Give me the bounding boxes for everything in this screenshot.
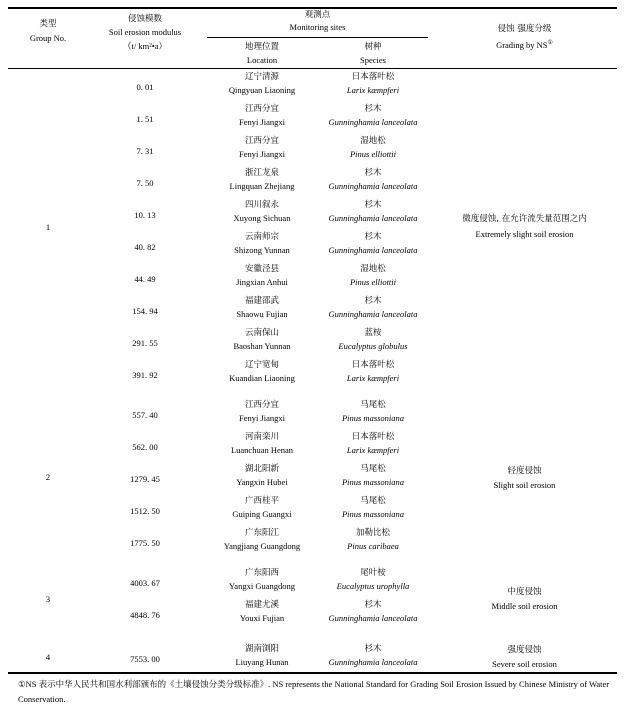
- species-cn: 日本落叶松: [351, 360, 395, 370]
- species-en: Eucalyptus urophylla: [336, 581, 410, 591]
- header-grading-cn: 侵蚀 强度分级: [497, 24, 552, 34]
- sites-sub-rule: [207, 37, 428, 38]
- species-en: Pinus massoniana: [341, 509, 405, 519]
- header-location-cn: 地理位置: [244, 42, 279, 52]
- species-en: Eucalyptus globulus: [338, 341, 408, 351]
- species-en: Pinus massoniana: [341, 477, 405, 487]
- grading-cn: 微度侵蚀, 在允许流失量范围之内: [462, 214, 587, 224]
- header-grading-en-text: Grading by NS: [496, 39, 548, 50]
- location-cn: 广东阳江: [244, 528, 279, 538]
- species-cn: 湿地松: [360, 264, 386, 274]
- species-cn: 蓝桉: [364, 328, 382, 338]
- location-en: Yangxin Hubei: [236, 477, 288, 487]
- species-cn: 杉木: [364, 232, 382, 242]
- species-en: Larix kæmpferi: [346, 445, 400, 455]
- species-cn: 马尾松: [360, 496, 386, 506]
- species-cn: 杉木: [364, 168, 382, 178]
- erosion-modulus-value: 44. 49: [134, 274, 156, 284]
- erosion-modulus-value: 1. 51: [136, 114, 154, 124]
- erosion-modulus-value: 557. 40: [132, 410, 158, 420]
- header-grading-note-mark: ①: [547, 40, 553, 46]
- erosion-modulus-value: 1512. 50: [130, 506, 160, 516]
- erosion-modulus-value: 154. 94: [132, 306, 158, 316]
- header-bottom-rule: [8, 68, 617, 69]
- location-cn: 四川叙永: [244, 200, 279, 210]
- location-cn: 广西桂平: [244, 496, 279, 506]
- location-en: Jingxian Anhui: [236, 277, 288, 287]
- location-cn: 江西分宜: [244, 400, 279, 410]
- location-cn: 湖北阳新: [244, 464, 279, 474]
- header-group-en: Group No.: [29, 33, 67, 43]
- erosion-modulus-value: 4848. 76: [130, 610, 160, 620]
- footnote: ①NS 表示中华人民共和国水利部颁布的《土壤侵蚀分类分级标准》. NS represents the National Standard for Grading Soil Erosion Issued by Chinese Ministry of Water Conservation.: [18, 679, 610, 704]
- header-sites-en: Monitoring sites: [289, 22, 346, 32]
- species-en: Gunninghamia lanceolata: [328, 657, 418, 667]
- location-cn: 江西分宜: [244, 136, 279, 146]
- header-species-cn: 树种: [364, 42, 382, 52]
- location-cn: 湖南浏阳: [244, 644, 279, 654]
- species-cn: 杉木: [364, 200, 382, 210]
- table-top-rule: [8, 7, 617, 9]
- location-en: Guiping Guangxi: [232, 509, 292, 519]
- species-cn: 马尾松: [360, 400, 386, 410]
- grading-cn: 轻度侵蚀: [507, 466, 542, 476]
- location-cn: 浙江龙泉: [244, 168, 279, 178]
- header-modulus-en: Soil erosion modulus: [108, 27, 182, 37]
- species-en: Pinus massoniana: [341, 413, 405, 423]
- header-group-cn: 类型: [39, 19, 57, 29]
- location-en: Liuyang Hunan: [235, 657, 289, 667]
- location-cn: 广东阳西: [244, 568, 279, 578]
- erosion-modulus-value: 40. 82: [134, 242, 156, 252]
- location-cn: 江西分宜: [244, 104, 279, 114]
- location-en: Luanchuan Henan: [230, 445, 294, 455]
- location-en: Shizong Yunnan: [234, 245, 290, 255]
- species-cn: 杉木: [364, 600, 382, 610]
- species-cn: 日本落叶松: [351, 72, 395, 82]
- header-species-en: Species: [360, 55, 386, 65]
- species-cn: 湿地松: [360, 136, 386, 146]
- location-en: Shaowu Fujian: [236, 309, 288, 319]
- erosion-modulus-value: 7553. 00: [130, 654, 160, 664]
- species-en: Gunninghamia lanceolata: [328, 245, 418, 255]
- header-modulus-cn: 侵蚀模数: [127, 14, 162, 24]
- erosion-modulus-value: 1279. 45: [130, 474, 160, 484]
- species-cn: 杉木: [364, 644, 382, 654]
- erosion-modulus-value: 291. 55: [132, 338, 158, 348]
- location-cn: 云南师宗: [244, 232, 279, 242]
- location-en: Kuandian Liaoning: [229, 373, 295, 383]
- species-en: Larix kæmpferi: [346, 373, 400, 383]
- species-cn: 马尾松: [360, 464, 386, 474]
- species-en: Gunninghamia lanceolata: [328, 309, 418, 319]
- grading-en: Middle soil erosion: [491, 601, 558, 611]
- location-cn: 辽宁清源: [244, 72, 279, 82]
- erosion-modulus-value: 562. 00: [132, 442, 158, 452]
- location-cn: 安徽泾县: [244, 264, 279, 274]
- location-en: Qingyuan Liaoning: [228, 85, 296, 95]
- location-cn: 福建尤溪: [244, 600, 279, 610]
- group-number: 2: [45, 472, 51, 482]
- species-en: Pinus caribaea: [347, 541, 399, 551]
- location-cn: 云南保山: [244, 328, 279, 338]
- grading-cn: 强度侵蚀: [507, 645, 542, 655]
- erosion-modulus-value: 7. 50: [136, 178, 154, 188]
- location-en: Lingquan Zhejiang: [229, 181, 295, 191]
- erosion-modulus-value: 0. 01: [136, 82, 154, 92]
- group-number: 1: [45, 222, 51, 232]
- location-cn: 福建邵武: [244, 296, 279, 306]
- grading-en: Slight soil erosion: [493, 480, 556, 490]
- header-grading-en: [432, 38, 617, 51]
- species-en: Gunninghamia lanceolata: [328, 117, 418, 127]
- header-location-en: Location: [246, 55, 278, 65]
- location-en: Xuyong Sichuan: [233, 213, 291, 223]
- header-modulus-unit: （t/ km²•a）: [122, 41, 167, 51]
- species-cn: 杉木: [364, 296, 382, 306]
- erosion-modulus-value: 10. 13: [134, 210, 156, 220]
- species-en: Gunninghamia lanceolata: [328, 181, 418, 191]
- table-bottom-rule: [8, 672, 617, 674]
- grading-cn: 中度侵蚀: [507, 587, 542, 597]
- location-en: Fenyi Jiangxi: [238, 413, 286, 423]
- grading-en: Severe soil erosion: [492, 659, 557, 669]
- species-cn: 日本落叶松: [351, 432, 395, 442]
- erosion-modulus-value: 391. 92: [132, 370, 158, 380]
- location-en: Baoshan Yunnan: [233, 341, 291, 351]
- species-en: Gunninghamia lanceolata: [328, 213, 418, 223]
- species-en: Larix kæmpferi: [346, 85, 400, 95]
- header-sites-cn: 观测点: [304, 10, 331, 20]
- erosion-modulus-value: 7. 31: [136, 146, 154, 156]
- location-en: Yangjiang Guangdong: [223, 541, 301, 551]
- location-en: Fenyi Jiangxi: [238, 149, 286, 159]
- group-number: 3: [45, 594, 51, 604]
- erosion-modulus-value: 4003. 67: [130, 578, 160, 588]
- location-en: Youxi Fujian: [239, 613, 285, 623]
- grading-en: Extremely slight soil erosion: [475, 229, 574, 239]
- species-en: Gunninghamia lanceolata: [328, 613, 418, 623]
- group-number: 4: [45, 652, 51, 662]
- species-cn: 杉木: [364, 104, 382, 114]
- erosion-modulus-value: 1775. 50: [130, 538, 160, 548]
- species-en: Pinus elliottii: [349, 149, 397, 159]
- location-cn: 辽宁宽甸: [244, 360, 279, 370]
- location-en: Fenyi Jiangxi: [238, 117, 286, 127]
- species-cn: 加勒比松: [355, 528, 390, 538]
- location-en: Yangxi Guangdong: [229, 581, 295, 591]
- species-en: Pinus elliottii: [349, 277, 397, 287]
- location-cn: 河南栾川: [244, 432, 279, 442]
- species-cn: 尾叶桉: [360, 568, 386, 578]
